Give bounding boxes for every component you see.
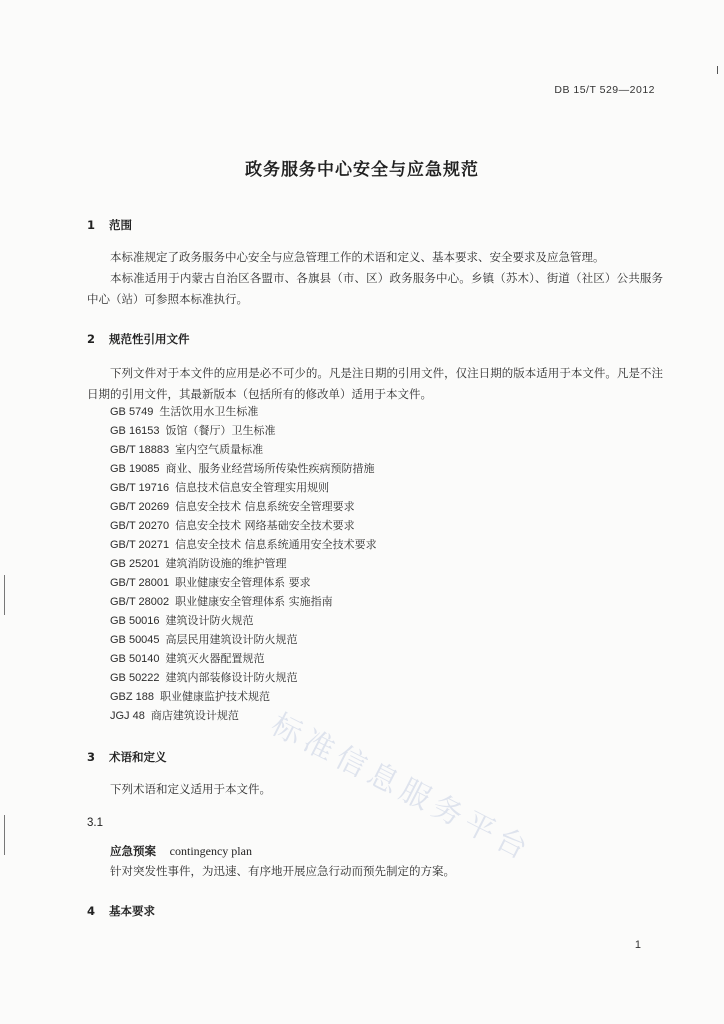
reference-item [110,706,377,725]
section-number: 3 [87,750,96,764]
reference-name: 商店建筑设计规范 [150,709,239,722]
reference-item [110,535,377,554]
section-number: 4 [87,904,96,918]
reference-name: 室内空气质量标准 [175,443,264,456]
reference-name: 建筑设计防火规范 [165,614,254,627]
reference-item [110,649,377,668]
reference-name: 职业健康安全管理体系 要求 [175,576,311,589]
reference-code: GB/T 19716 [110,482,170,494]
section-heading-basic-requirements [87,903,155,919]
term-entry [110,843,252,859]
scan-edge-mark [4,815,5,855]
watermark: 标准信息服务平台 [265,707,538,870]
section-title: 范围 [109,218,133,232]
reference-item [110,611,377,630]
section-number: 2 [87,332,96,346]
reference-name: 职业健康监护技术规范 [160,690,271,703]
reference-name: 商业、服务业经营场所传染性疾病预防措施 [165,462,375,475]
reference-code: GB/T 20271 [110,539,170,551]
reference-item [110,592,377,611]
reference-name: 建筑消防设施的维护管理 [165,557,287,570]
reference-item [110,687,377,706]
reference-code: JGJ 48 [110,710,145,722]
reference-item [110,478,377,497]
section-title: 术语和定义 [109,750,167,764]
section-heading-references [87,331,190,347]
reference-item [110,668,377,687]
reference-name: 建筑内部装修设计防火规范 [165,671,298,684]
reference-item [110,402,377,421]
reference-name: 信息技术信息安全管理实用规则 [175,481,330,494]
section-heading-scope [87,217,132,233]
section-title: 规范性引用文件 [109,332,190,346]
scan-edge-mark [4,575,5,615]
reference-name: 信息安全技术 信息系统通用安全技术要求 [175,538,377,551]
reference-list [110,402,377,725]
reference-item [110,516,377,535]
reference-item [110,630,377,649]
section-number: 1 [87,218,96,232]
reference-item [110,440,377,459]
reference-code: GB 5749 [110,406,154,418]
document-title: 政务服务中心安全与应急规范 [245,160,479,180]
reference-code: GB/T 28002 [110,596,170,608]
reference-item [110,421,377,440]
term-chinese: 应急预案 [110,844,156,858]
reference-code: GB 25201 [110,558,160,570]
scan-edge-mark [717,66,718,74]
reference-code: GB/T 20269 [110,501,170,513]
reference-item [110,554,377,573]
reference-item [110,459,377,478]
section-heading-terms [87,749,167,765]
term-english: contingency plan [169,844,252,858]
term-definition: 针对突发性事件，为迅速、有序地开展应急行动而预先制定的方案。 [110,864,455,878]
reference-item [110,573,377,592]
reference-code: GB/T 18883 [110,444,170,456]
references-intro: 下列文件对于本文件的应用是必不可少的。凡是注日期的引用文件，仅注日期的版本适用于本文件。凡是不注日期的引用文件，其最新版本（包括所有的修改单）适用于本文件。 [87,366,663,401]
reference-code: GB 19085 [110,463,160,475]
reference-name: 职业健康安全管理体系 实施指南 [175,595,333,608]
section-title: 基本要求 [109,904,156,918]
reference-code: GB/T 28001 [110,577,170,589]
reference-name: 生活饮用水卫生标准 [159,405,259,418]
reference-code: GB 50222 [110,672,160,684]
reference-name: 饭馆（餐厅）卫生标准 [165,424,276,437]
scope-paragraph-2: 本标准适用于内蒙古自治区各盟市、各旗县（市、区）政务服务中心。乡镇（苏木）、街道（社区）公共服务中心（站）可参照本标准执行。 [87,271,663,306]
reference-code: GB 16153 [110,425,160,437]
reference-code: GB 50045 [110,634,160,646]
scope-paragraph-1: 本标准规定了政务服务中心安全与应急管理工作的术语和定义、基本要求、安全要求及应急管理。 [110,250,605,264]
reference-code: GB 50140 [110,653,160,665]
reference-code: GB/T 20270 [110,520,170,532]
reference-name: 信息安全技术 网络基础安全技术要求 [175,519,355,532]
reference-code: GBZ 188 [110,691,155,703]
page-number: 1 [634,939,641,951]
reference-name: 信息安全技术 信息系统安全管理要求 [175,500,355,513]
standard-code: DB 15/T 529—2012 [554,84,655,96]
terms-intro: 下列术语和定义适用于本文件。 [110,782,271,796]
reference-item [110,497,377,516]
reference-name: 高层民用建筑设计防火规范 [165,633,298,646]
reference-code: GB 50016 [110,615,160,627]
clause-number: 3.1 [87,817,103,829]
reference-name: 建筑灭火器配置规范 [165,652,265,665]
